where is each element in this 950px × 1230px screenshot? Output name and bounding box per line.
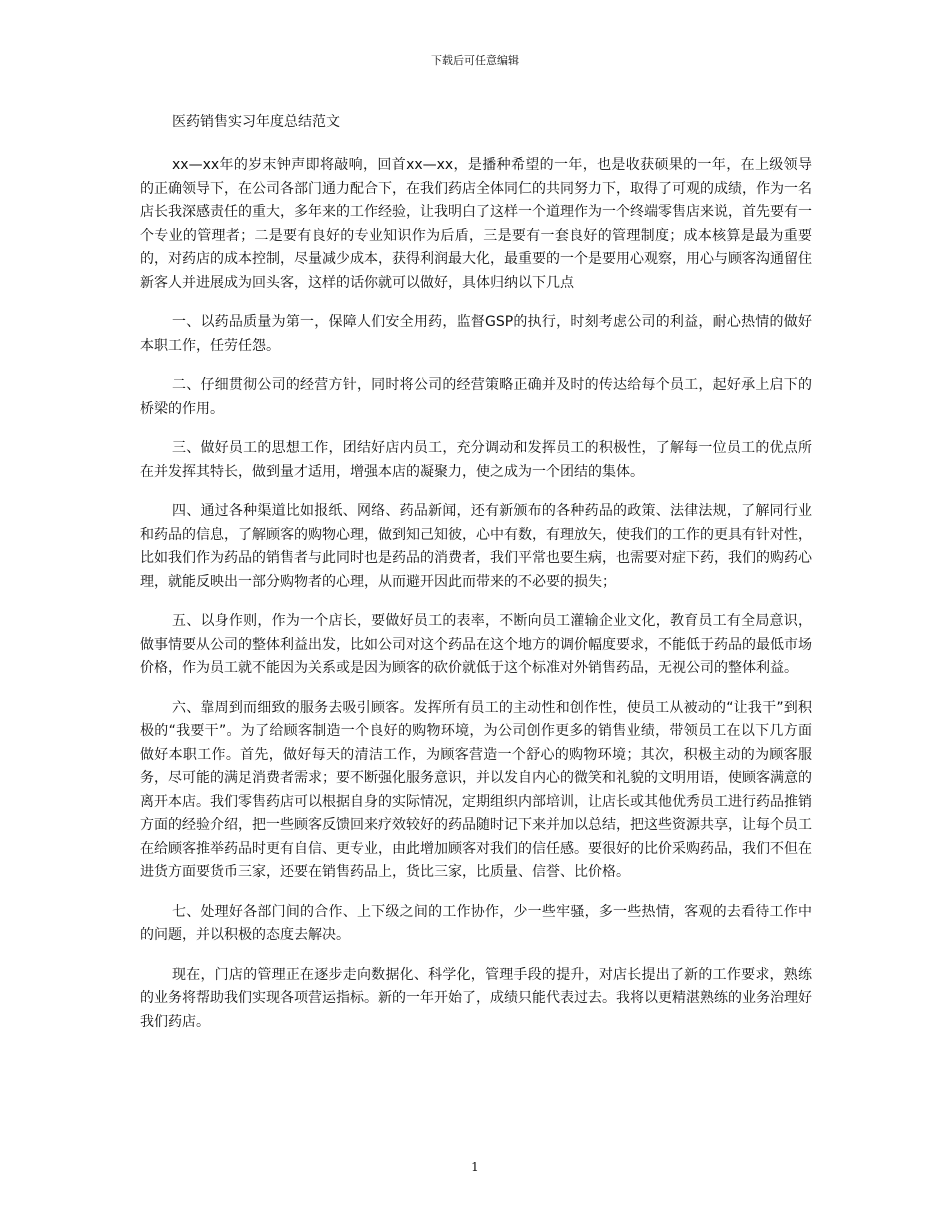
paragraph-point-1: 一、以药品质量为第一，保障人们安全用药，监督GSP的执行，时刻考虑公司的利益，耐心热情的做好本职工作，任劳任怨。 [140,314,812,354]
paragraph-conclusion: 现在，门店的管理正在逐步走向数据化、科学化，管理手段的提升，对店长提出了新的工作要求，熟练的业务将帮助我们实现各项营运指标。新的一年开始了，成绩只能代表过去。我将以更精湛熟练的业务治理好我们药店。 [140,966,812,1030]
paragraph-point-5: 五、以身作则，作为一个店长，要做好员工的表率，不断向员工灌输企业文化，教育员工有全局意识，做事情要从公司的整体利益出发，比如公司对这个药品在这个地方的调价幅度要求，不能低于药品的最低市场价格，作为员工就不能因为关系或是因为顾客的砍价就低于这个标准对外销售药品，无视公司的整体利益。 [140,613,812,676]
paragraph-point-7: 七、处理好各部门间的合作、上下级之间的工作协作，少一些牢骚，多一些热情，客观的去看待工作中的问题，并以积极的态度去解决。 [140,903,812,943]
page-number: 1 [471,1160,479,1174]
paragraph-intro: xx—xx年的岁末钟声即将敲响，回首xx—xx，是播种希望的一年，也是收获硕果的一年，在上级领导的正确领导下，在公司各部门通力配合下，在我们药店全体同仁的共同努力下，取得了可观的成绩，作为一名店长我深感责任的重大，多年来的工作经验，让我明白了这样一个道理作为一个终端零售店来说，首先要有一个专业的管理者；二是要有良好的专业知识作为后盾，三是要有一套良好的管理制度；成本核算是最为重要的，对药店的成本控制，尽量减少成本，获得利润最大化，最重要的一个是要用心观察，用心与顾客沟通留住新客人并进展成为回头客，这样的话你就可以做好，具体归纳以下几点 [140,157,812,291]
page-header: 下载后可任意编辑 [431,54,519,67]
paragraph-point-6: 六、靠周到而细致的服务去吸引顾客。发挥所有员工的主动性和创作性，使员工从被动的“让我干”到积极的“我要干”。为了给顾客制造一个良好的购物环境，为公司创作更多的销售业绩，带领员工在以下几方面做好本职工作。首先，做好每天的清洁工作，为顾客营造一个舒心的购物环境；其次，积极主动的为顾客服务，尽可能的满足消费者需求；要不断强化服务意识，并以发自内心的微笑和礼貌的文明用语，使顾客满意的离开本店。我们零售药店可以根据自身的实际情况，定期组织内部培训，让店长或其他优秀员工进行药品推销方面的经验介绍，把一些顾客反馈回来疗效较好的药品随时记下来并加以总结，把这些资源共享，让每个员工在给顾客推举药品时更有自信、更专业，由此增加顾客对我们的信任感。要很好的比价采购药品，我们不但在进货方面要货币三家，还要在销售药品上，货比三家，比质量、信誉、比价格。 [140,699,812,880]
document-title: 医药销售实习年度总结范文 [172,114,340,130]
paragraph-point-4: 四、通过各种渠道比如报纸、网络、药品新闻，还有新颁布的各种药品的政策、法律法规，了解同行业和药品的信息，了解顾客的购物心理，做到知己知彼，心中有数，有理放矢，使我们的工作的更具有针对性，比如我们作为药品的销售者与此同时也是药品的消费者，我们平常也要生病，也需要对症下药，我们的购药心理，就能反映出一部分购物者的心理，从而避开因此而带来的不必要的损失； [140,503,812,590]
paragraph-point-2: 二、仔细贯彻公司的经营方针，同时将公司的经营策略正确并及时的传达给每个员工，起好承上启下的桥梁的作用。 [140,377,812,417]
document-body [140,112,812,1050]
paragraph-point-3: 三、做好员工的思想工作，团结好店内员工，充分调动和发挥员工的积极性，了解每一位员工的优点所在并发挥其特长，做到量才适用，增强本店的凝聚力，使之成为一个团结的集体。 [140,440,812,480]
